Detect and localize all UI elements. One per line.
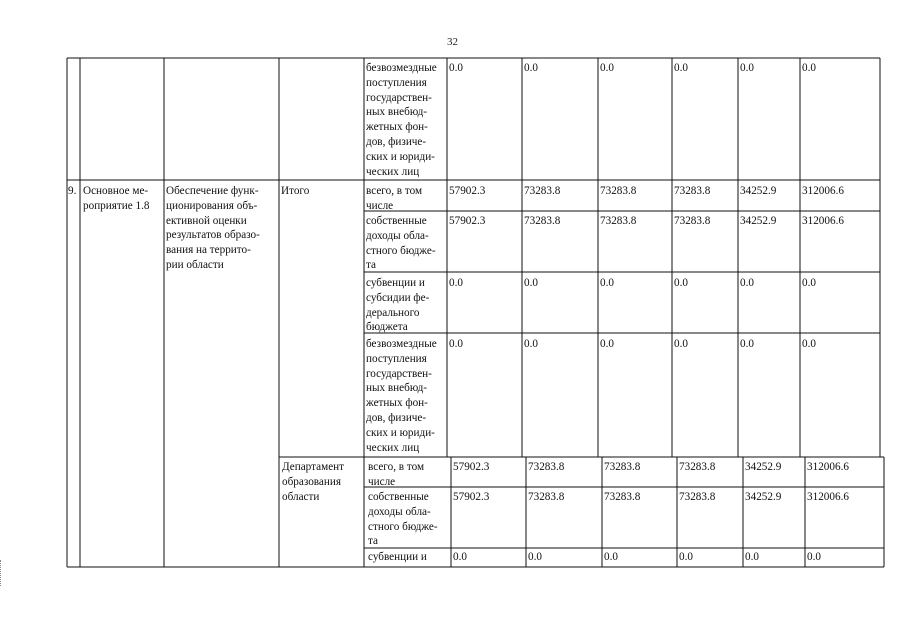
row-b-v4: 73283.8 — [674, 185, 711, 197]
activity-name: Основное ме- роприятие 1.8 — [83, 185, 150, 212]
row-e-v5: 0.0 — [740, 338, 754, 350]
row-c-source: собственные доходы обла- стного бюдже- та — [366, 215, 436, 272]
row-f-v6: 312006.6 — [807, 461, 849, 473]
row-f-source: всего, в том числе — [368, 461, 425, 488]
row-d-v6: 0.0 — [802, 277, 816, 289]
row-d-v3: 0.0 — [600, 277, 614, 289]
row-h-v5: 0.0 — [745, 551, 759, 563]
executor-department: Департамент образования области — [282, 461, 345, 503]
row-g-source: собственные доходы обла- стного бюдже- та — [368, 491, 438, 548]
row-f-v4: 73283.8 — [679, 461, 716, 473]
row-e-source: безвозмездные поступления государствен- ных внебюд- жетных фон- дов, физиче- ских и юриди- ческих лиц — [366, 338, 437, 454]
row-c-v3: 73283.8 — [600, 215, 637, 227]
row-d-v1: 0.0 — [449, 277, 463, 289]
row-f-v5: 34252.9 — [745, 461, 782, 473]
row-e-v1: 0.0 — [449, 338, 463, 350]
activity-description: Обеспечение функ- ционирования объ- ективной оценки результатов образо- вания на террито- рии области — [166, 185, 260, 271]
row-f-v3: 73283.8 — [604, 461, 641, 473]
row-a-source: безвозмездные поступления государствен- ных внебюд- жетных фон- дов, физиче- ских и юриди- ческих лиц — [366, 62, 437, 178]
row-b-v6: 312006.6 — [802, 185, 844, 197]
row-h-v1: 0.0 — [453, 551, 467, 563]
row-a-v1: 0.0 — [449, 62, 463, 74]
row-h-v3: 0.0 — [604, 551, 618, 563]
row-h-v2: 0.0 — [528, 551, 542, 563]
row-b-v1: 57902.3 — [449, 185, 486, 197]
row-e-v4: 0.0 — [674, 338, 688, 350]
row-b-v5: 34252.9 — [740, 185, 777, 197]
row-c-v1: 57902.3 — [449, 215, 486, 227]
row-c-v5: 34252.9 — [740, 215, 777, 227]
row-h-source: субвенции и — [368, 551, 427, 563]
page-number: 32 — [447, 36, 458, 48]
row-c-v2: 73283.8 — [524, 215, 561, 227]
row-e-v6: 0.0 — [802, 338, 816, 350]
row-g-v5: 34252.9 — [745, 491, 782, 503]
row-f-v1: 57902.3 — [453, 461, 490, 473]
row-c-v6: 312006.6 — [802, 215, 844, 227]
row-g-v3: 73283.8 — [604, 491, 641, 503]
executor-total: Итого — [281, 185, 310, 197]
row-f-v2: 73283.8 — [528, 461, 565, 473]
row-b-v2: 73283.8 — [524, 185, 561, 197]
row-e-v2: 0.0 — [524, 338, 538, 350]
row-d-v5: 0.0 — [740, 277, 754, 289]
row-a-v3: 0.0 — [600, 62, 614, 74]
row-g-v6: 312006.6 — [807, 491, 849, 503]
scan-margin-mark — [0, 560, 5, 586]
row-g-v1: 57902.3 — [453, 491, 490, 503]
row-a-v6: 0.0 — [802, 62, 816, 74]
row-a-v5: 0.0 — [740, 62, 754, 74]
row-e-v3: 0.0 — [600, 338, 614, 350]
row-c-v4: 73283.8 — [674, 215, 711, 227]
row-d-v2: 0.0 — [524, 277, 538, 289]
row-h-v4: 0.0 — [679, 551, 693, 563]
row-h-v6: 0.0 — [807, 551, 821, 563]
row-number: 9. — [68, 185, 77, 197]
row-g-v2: 73283.8 — [528, 491, 565, 503]
row-b-v3: 73283.8 — [600, 185, 637, 197]
row-d-v4: 0.0 — [674, 277, 688, 289]
row-a-v4: 0.0 — [674, 62, 688, 74]
row-b-source: всего, в том числе — [366, 185, 423, 212]
row-d-source: субвенции и субсидии фе- дерального бюджета — [366, 277, 430, 334]
row-a-v2: 0.0 — [524, 62, 538, 74]
row-g-v4: 73283.8 — [679, 491, 716, 503]
